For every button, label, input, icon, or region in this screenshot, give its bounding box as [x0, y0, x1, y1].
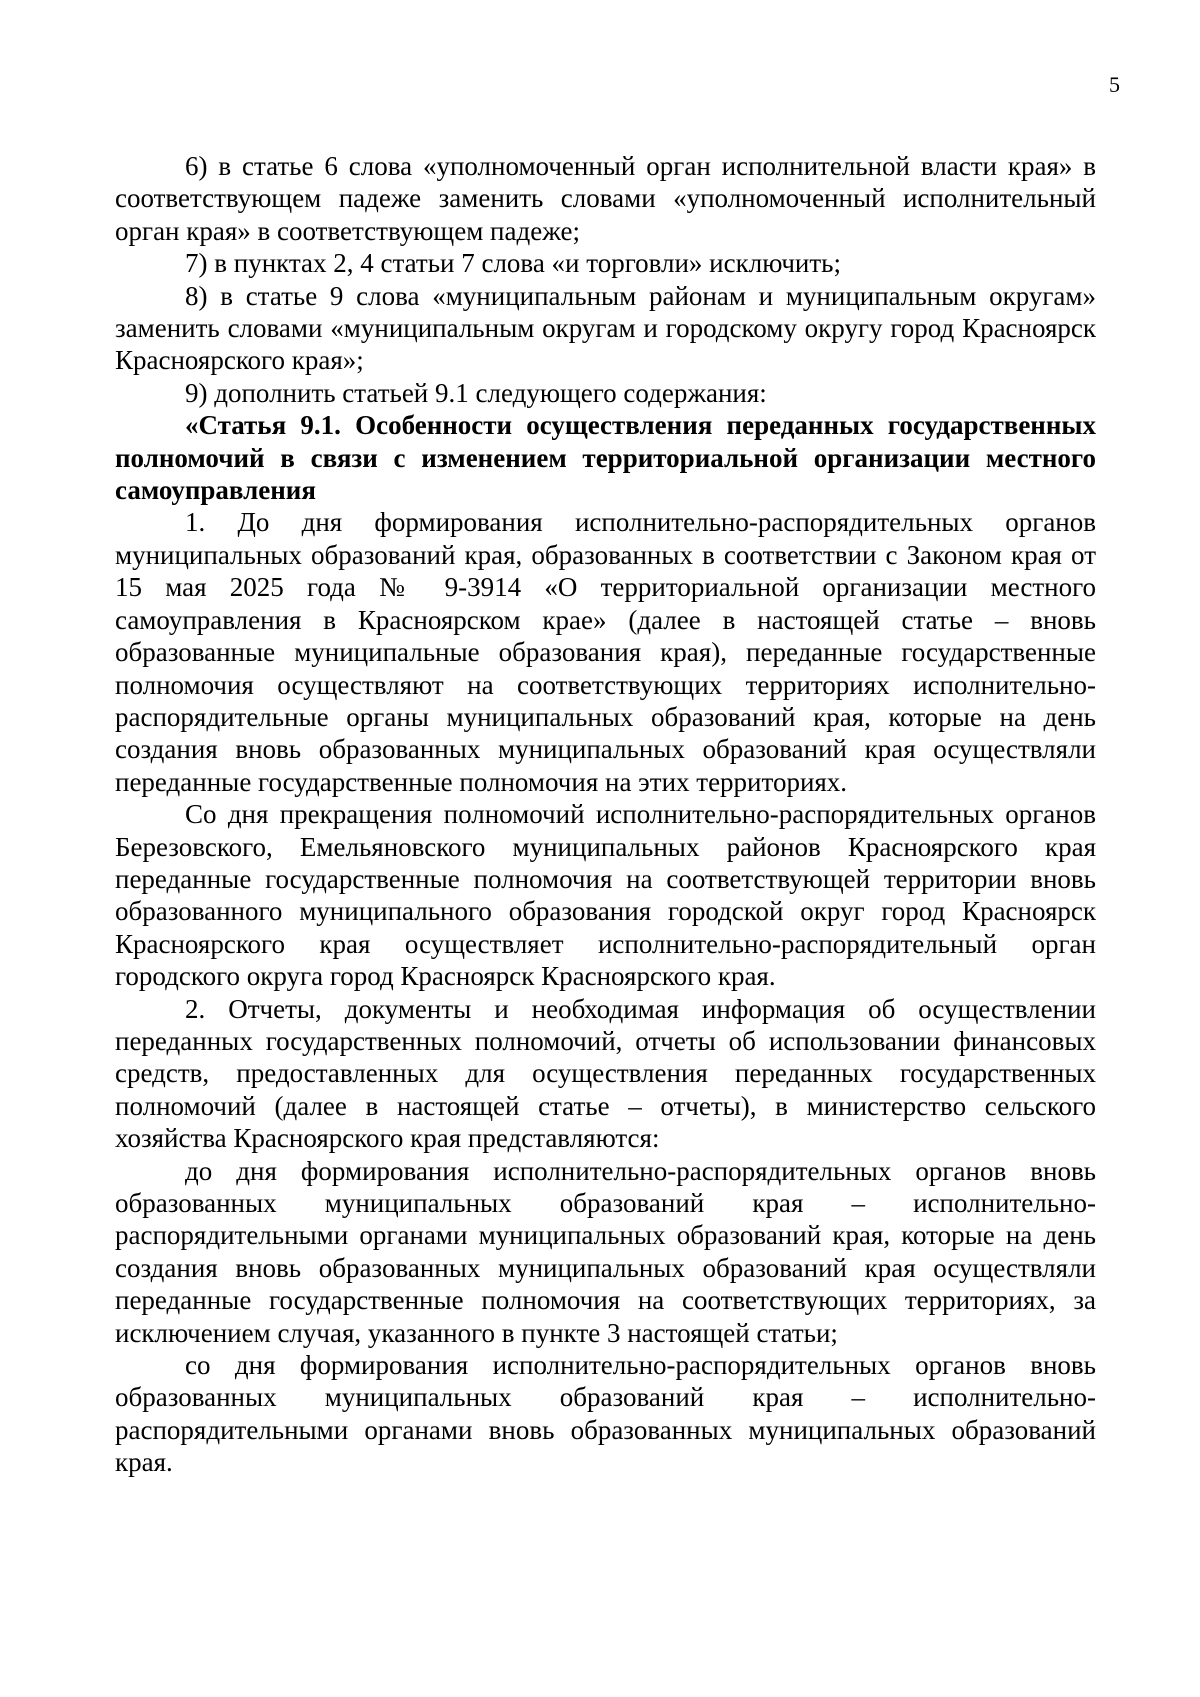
- page-number: 5: [1109, 72, 1120, 97]
- paragraph-point-2-after-formation: со дня формирования исполнительно-распорядительных органов вновь образованных муниципальных образований края – исполнительно-распорядительными органами вновь образованных муниципальных образований края.: [115, 1350, 1096, 1478]
- article-heading: «Статья 9.1. Особенности осуществления переданных государственных полномочий в связи с изменением территориальной организации местного самоуправления: [115, 410, 1096, 506]
- paragraph-point-1: 1. До дня формирования исполнительно-распорядительных органов муниципальных образований края, образованных в соответствии с Законом края от 15 мая 2025 года № 9-3914 «О территориальной организации местного самоуправления в Красноярском крае» (далее в настоящей статье – вновь образованные муниципальные образования края), переданные государственные полномочия осуществляют на соответствующих территориях исполнительно-распорядительные органы муниципальных образований края, которые на день создания вновь образованных муниципальных образований края осуществляли переданные государственные полномочия на этих территориях.: [115, 507, 1096, 797]
- paragraph-point-2-before-formation: до дня формирования исполнительно-распорядительных органов вновь образованных муниципальных образований края – исполнительно-распорядительными органами муниципальных образований края, которые на день создания вновь образованных муниципальных образований края осуществляли переданные государственные полномочия на соответствующих территориях, за исключением случая, указанного в пункте 3 настоящей статьи;: [115, 1155, 1096, 1348]
- paragraph-item-6: 6) в статье 6 слова «уполномоченный орган исполнительной власти края» в соответствующем падеже заменить словами «уполномоченный исполнительный орган края» в соответствующем падеже;: [115, 151, 1096, 246]
- paragraph-point-1-continuation: Со дня прекращения полномочий исполнительно-распорядительных органов Березовского, Емельяновского муниципальных районов Красноярского края переданные государственные полномочия на соответствующей территории вновь образованного муниципального образования городской округ город Красноярск Красноярского края осуществляет исполнительно-распорядительный орган городского округа город Красноярск Красноярского края.: [115, 799, 1096, 992]
- paragraph-point-2: 2. Отчеты, документы и необходимая информация об осуществлении переданных государственных полномочий, отчеты об использовании финансовых средств, предоставленных для осуществления переданных государственных полномочий (далее в настоящей статье – отчеты), в министерство сельского хозяйства Красноярского края представляются:: [115, 993, 1096, 1154]
- document-body: [115, 150, 1096, 1479]
- paragraph-item-7: 7) в пунктах 2, 4 статьи 7 слова «и торговли» исключить;: [185, 248, 841, 279]
- paragraph-item-9: 9) дополнить статьей 9.1 следующего содержания:: [185, 377, 767, 408]
- paragraph-item-8: 8) в статье 9 слова «муниципальным районам и муниципальным округам» заменить словами «муниципальным округам и городскому округу город Красноярск Красноярского края»;: [115, 280, 1096, 376]
